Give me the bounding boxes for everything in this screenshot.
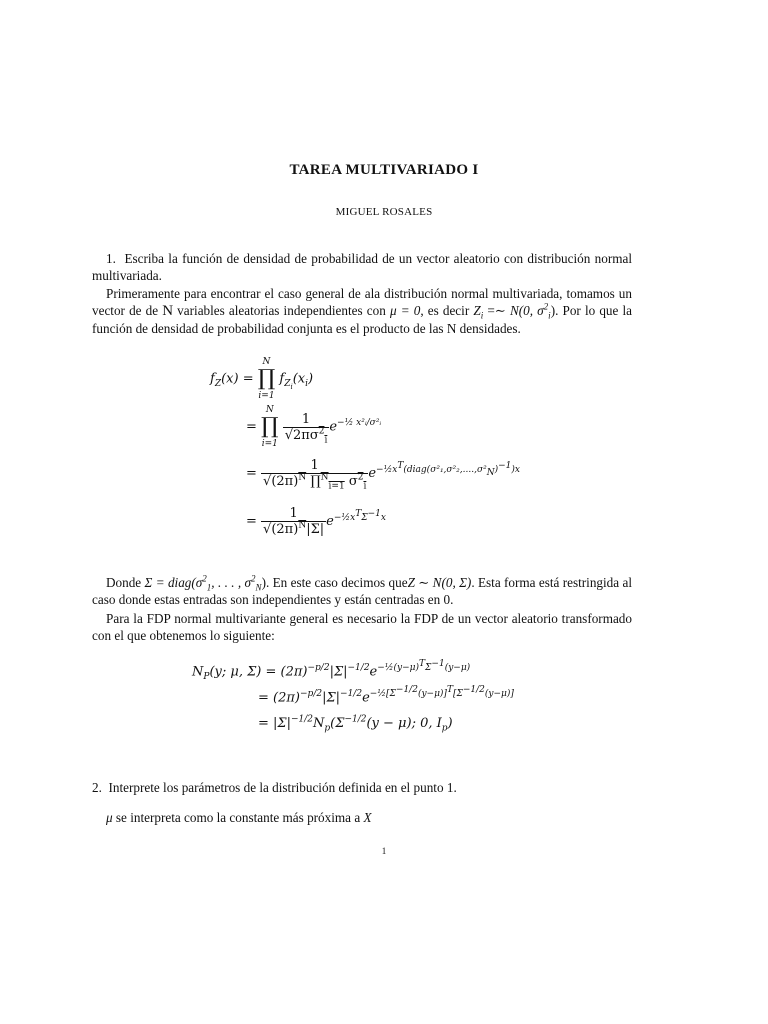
answer-2: [92, 809, 632, 826]
paragraph-1-normal: N(0, σ: [509, 303, 544, 318]
answer-2-mu: μ: [106, 810, 113, 825]
equation-1-line-1: $f_Z(x)$ = N ∏ i=1 $f_{Z_i}(x_i)$: [210, 357, 314, 401]
paragraph-1-text-e: ). Por lo que la función de densidad de probabilidad conjunta es el producto de las N densidades.: [92, 303, 633, 336]
question-1: [92, 250, 632, 284]
question-1-number: 1.: [106, 251, 116, 266]
question-2: [92, 779, 632, 796]
paragraph-1-text-c: , es decir: [420, 303, 474, 318]
answer-2-x: X: [363, 810, 372, 825]
equation-1-line-4: = $\frac{1}{√(2\pi)^N|\Sigma|}$ $e^{-\frac{1}{2}x^T\Sigma^{-1}x}$: [246, 506, 386, 537]
equation-2-line-2: = $(2\pi)^{-p/2}|\Sigma|^{-1/2}e^{-\frac{1}{2}[\Sigma^{-1/2}(y-\mu)]^T[\Sigma^{-1/2}(y-\mu)]}$: [258, 685, 514, 706]
paragraph-2-text-a: Donde: [106, 575, 145, 590]
equation-1-line-2: = N ∏ i=1 $\frac{1}{√2\pi\sigma^2_i}$ $e^{-\frac{1}{2} x^2ᵢ/\sigma^2ᵢ}$: [246, 405, 382, 449]
page-number: 1: [381, 846, 387, 856]
paragraph-1-text-b: variables aleatorias independientes con: [173, 303, 390, 318]
paragraph-2-text-b: ). En este caso decimos que: [261, 575, 408, 590]
paragraph-2-z: Z ∼ N(0, Σ): [407, 575, 472, 590]
paragraph-2: Donde $\Sigma = diag(\sigma^2_1$, . . . , $\sigma^2_N$). En este caso decimos queZ ∼ N(0, Σ). Esta forma está restringida al caso donde estas entradas son independientes y están centradas en 0.: [92, 573, 632, 607]
document-title: TAREA MULTIVARIADO I: [289, 162, 479, 178]
equation-2-line-3: = $|\Sigma|^{-1/2}N_p(\Sigma^{-1/2}(y - \mu)$; 0, $I_p$): [258, 714, 453, 734]
question-2-text: Interprete los parámetros de la distribución definida en el punto 1.: [108, 780, 457, 795]
paragraph-3: Para la FDP normal multivariante general es necesario la FDP de un vector aleatorio transformado con el que obtenemos lo siguiente:: [92, 611, 632, 643]
answer-2-text: se interpreta como la constante más próxima a: [112, 810, 364, 825]
equation-2-line-1: $N_P(y$; μ, $\Sigma) = (2\pi)^{-p/2}|\Sigma|^{-1/2}e^{-\frac{1}{2}(y-\mu)^T\Sigma^{-1}(y-\mu)}$: [192, 659, 471, 682]
paragraph-1-text-a: Primeramente para encontrar el caso general de ala distribución normal multivariada, tomamos un vector de de: [92, 286, 632, 318]
paragraph-1: Primeramente para encontrar el caso general de ala distribución normal multivariada, tomamos un vector de de N variables aleatorias independientes con μ = 0, es decir $Z_i$ =∼ N(0, $\sigma^2_i$). Por lo que la función de densidad de probabilidad conjunta es el producto de las N densidades.: [92, 286, 633, 336]
paragraph-2-text-c: . Esta forma está restringida al caso donde estas entradas son independientes y están centradas en 0.: [92, 575, 632, 607]
paragraph-1-mu: μ = 0: [389, 303, 421, 318]
question-1-text: Escriba la función de densidad de probabilidad de un vector aleatorio con distribución normal multivariada.: [92, 251, 632, 283]
paragraph-1-n: N: [162, 303, 174, 319]
document-author: MIGUEL ROSALES: [335, 206, 433, 218]
paragraph-1-zi: Z: [473, 303, 481, 318]
question-2-number: 2.: [92, 780, 102, 795]
paragraph-2-sigma: Σ = diag(σ: [144, 575, 203, 590]
paragraph-1-text-d: =∼: [483, 303, 510, 318]
equation-1-line-3: = $\frac{1}{√(2\pi)^N \prod^N_{i=1} \sigma^2_i}$ $e^{-\frac{1}{2}x^T(diag(\sigma^2_1,\sigma^2_2,....,\sigma^2_N)^{-1})x}$: [246, 458, 520, 492]
